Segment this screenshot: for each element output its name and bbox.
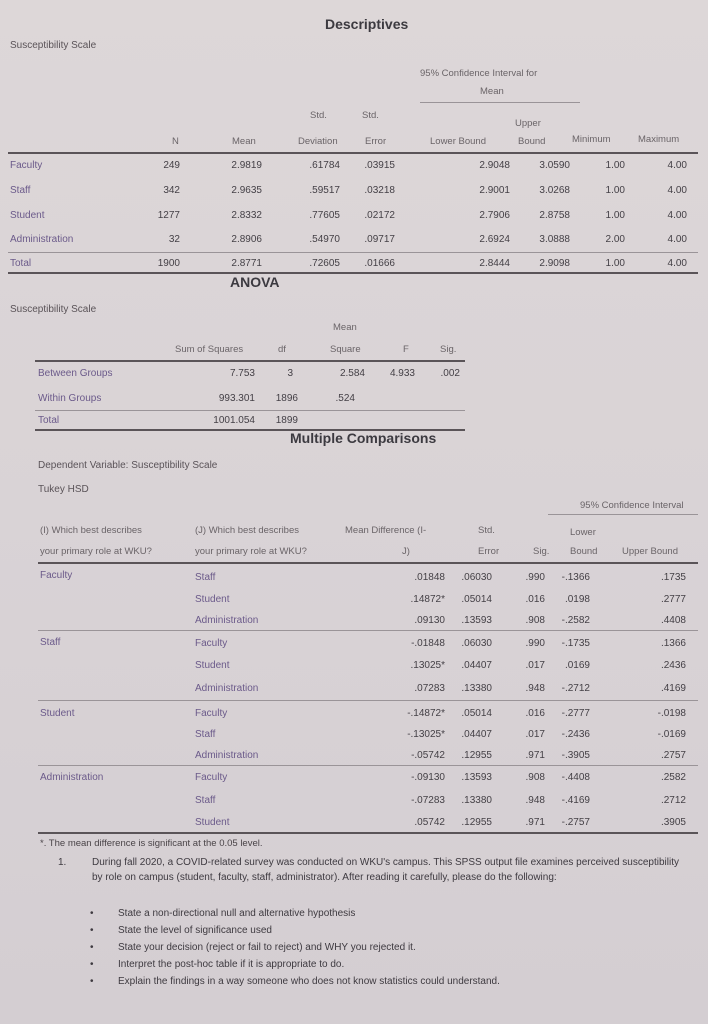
desc-row-label: Total: [10, 258, 32, 269]
mc-se: .13380: [461, 795, 492, 806]
mc-upper: .2757: [660, 750, 686, 761]
mc-j-header-2: your primary role at WKU?: [195, 546, 307, 557]
mc-ci-header: 95% Confidence Interval: [580, 500, 684, 511]
question-bullet: • State the level of significance used: [118, 923, 688, 938]
descriptives-header-rule: [8, 152, 698, 154]
anova-ss: 993.301: [218, 393, 255, 404]
desc-sd: .72605: [309, 258, 340, 269]
desc-total-rule: [8, 252, 698, 253]
anova-f: 4.933: [389, 368, 415, 379]
mc-j-label: Administration: [195, 683, 259, 694]
question-bullet: • Explain the findings in a way someone who does not know statistics could understand.: [118, 974, 688, 989]
max-header: Maximum: [638, 134, 680, 145]
anova-f-header: F: [403, 344, 409, 355]
mc-md: -.14872*: [407, 708, 445, 719]
upper-header-1: Upper: [515, 118, 541, 129]
desc-sd: .77605: [309, 210, 340, 221]
mean-header: Mean: [232, 136, 256, 147]
mc-j-label: Faculty: [195, 638, 228, 649]
upper-header-2: Bound: [518, 136, 546, 147]
mc-lower-header-1: Lower: [570, 527, 596, 538]
mc-md: .09130: [414, 615, 445, 626]
anova-df: 3: [287, 368, 293, 379]
desc-mean: 2.8771: [231, 258, 262, 269]
desc-lower: 2.7906: [479, 210, 510, 221]
min-header: Minimum: [572, 134, 611, 145]
mc-md: .13025*: [410, 660, 445, 671]
desc-max: 4.00: [667, 185, 687, 196]
desc-sd: .61784: [309, 160, 340, 171]
descriptives-bottom-rule: [8, 272, 698, 274]
mc-group-label: Staff: [40, 637, 61, 648]
mc-se: .06030: [461, 572, 492, 583]
mc-lower-header-2: Bound: [570, 546, 598, 557]
mc-sig: .990: [525, 572, 545, 583]
mc-upper: .2436: [660, 660, 686, 671]
n-header: N: [172, 136, 179, 147]
mc-j-label: Student: [195, 660, 230, 671]
mc-upper: .2777: [660, 594, 686, 605]
anova-df-header: df: [278, 344, 286, 355]
mc-lower: -.1366: [561, 572, 590, 583]
desc-se: .09717: [364, 234, 395, 245]
mc-upper: .1735: [660, 572, 686, 583]
mc-group-rule: [38, 630, 698, 631]
mc-sig: .016: [525, 708, 545, 719]
question-bullet: • State your decision (reject or fail to reject) and WHY you rejected it.: [118, 940, 688, 955]
anova-ss: 7.753: [229, 368, 255, 379]
std-dev-header-2: Deviation: [298, 136, 338, 147]
mc-sig: .017: [525, 729, 545, 740]
mc-lower: -.4408: [561, 772, 590, 783]
mc-upper: .2712: [660, 795, 686, 806]
desc-sd: .54970: [309, 234, 340, 245]
std-dev-header-1: Std.: [310, 110, 327, 121]
desc-row-label: Administration: [10, 234, 74, 245]
mc-lower: -.2436: [561, 729, 590, 740]
mc-i-header-1: (I) Which best describes: [40, 525, 142, 536]
mc-j-label: Staff: [195, 795, 216, 806]
mc-j-label: Faculty: [195, 772, 228, 783]
std-err-header-1: Std.: [362, 110, 379, 121]
mc-upper: .1366: [660, 638, 686, 649]
desc-mean: 2.9819: [231, 160, 262, 171]
desc-n: 249: [163, 160, 180, 171]
mc-upper: .4169: [660, 683, 686, 694]
question-text: During fall 2020, a COVID-related survey was conducted on WKU's campus. This SPSS output file examines perceived susceptibility by role on campus (student, faculty, staff, administrator). After reading it carefully, please do the following:: [92, 857, 679, 883]
mc-footnote: *. The mean difference is significant at the 0.05 level.: [40, 838, 263, 849]
mc-ci-rule: [548, 514, 698, 515]
mc-upper: .4408: [660, 615, 686, 626]
mc-se: .13593: [461, 772, 492, 783]
anova-ss-header: Sum of Squares: [175, 344, 244, 355]
mc-j-label: Faculty: [195, 708, 228, 719]
ci-header-line2: Mean: [480, 86, 504, 97]
anova-sig-header: Sig.: [440, 344, 457, 355]
ci-header-line1: 95% Confidence Interval for: [420, 68, 538, 79]
desc-row-label: Student: [10, 210, 45, 221]
desc-lower: 2.9048: [479, 160, 510, 171]
mc-md: .14872*: [410, 594, 445, 605]
mc-group-rule: [38, 765, 698, 766]
mc-upper: .3905: [660, 817, 686, 828]
mc-sig-header: Sig.: [533, 546, 550, 557]
mc-bottom-rule: [38, 832, 698, 834]
mc-upper-header: Upper Bound: [622, 546, 678, 557]
descriptives-scale-label: Susceptibility Scale: [10, 40, 97, 51]
anova-total-rule: [35, 410, 465, 411]
mc-j-header-1: (J) Which best describes: [195, 525, 300, 536]
mc-lower: -.2582: [561, 615, 590, 626]
desc-min: 2.00: [605, 234, 625, 245]
mc-se: .04407: [461, 660, 492, 671]
mc-sig: .971: [525, 750, 545, 761]
mc-j-label: Student: [195, 594, 230, 605]
question-bullet: • Interpret the post-hoc table if it is appropriate to do.: [118, 957, 688, 972]
anova-df: 1896: [275, 393, 298, 404]
mc-lower: -.3905: [561, 750, 590, 761]
desc-min: 1.00: [605, 258, 625, 269]
anova-row-label: Within Groups: [38, 393, 102, 404]
desc-mean: 2.9635: [231, 185, 262, 196]
mc-lower: -.2712: [561, 683, 590, 694]
anova-sig: .002: [440, 368, 460, 379]
mc-j-label: Staff: [195, 572, 216, 583]
desc-upper: 3.0268: [539, 185, 570, 196]
mc-sig: .948: [525, 683, 545, 694]
mc-sig: .016: [525, 594, 545, 605]
mc-se-header-2: Error: [478, 546, 500, 557]
desc-max: 4.00: [667, 160, 687, 171]
mc-j-label: Staff: [195, 729, 216, 740]
mc-se-header-1: Std.: [478, 525, 495, 536]
mc-md: -.05742: [411, 750, 445, 761]
anova-df: 1899: [275, 415, 298, 426]
mc-i-header-2: your primary role at WKU?: [40, 546, 152, 557]
mc-se: .12955: [461, 750, 492, 761]
mc-group-rule: [38, 700, 698, 701]
mc-title: Multiple Comparisons: [290, 430, 437, 446]
descriptives-title: Descriptives: [325, 16, 409, 32]
mc-j-label: Administration: [195, 615, 259, 626]
desc-min: 1.00: [605, 160, 625, 171]
mc-lower: .0198: [564, 594, 590, 605]
mc-se: .06030: [461, 638, 492, 649]
mc-sig: .948: [525, 795, 545, 806]
anova-ms: .524: [335, 393, 355, 404]
desc-max: 4.00: [667, 234, 687, 245]
desc-max: 4.00: [667, 210, 687, 221]
mc-se: .05014: [461, 594, 492, 605]
mc-md: -.01848: [411, 638, 445, 649]
desc-se: .03915: [364, 160, 395, 171]
mc-md: -.09130: [411, 772, 445, 783]
anova-ms-header-1: Mean: [333, 322, 357, 333]
mc-sig: .017: [525, 660, 545, 671]
mc-md-header-1: Mean Difference (I-: [345, 525, 427, 536]
question-number: 1.: [58, 857, 67, 868]
mc-dependent-variable: Dependent Variable: Susceptibility Scale: [38, 460, 218, 471]
mc-md: .05742: [414, 817, 445, 828]
mc-se: .12955: [461, 817, 492, 828]
mc-lower: -.2757: [561, 817, 590, 828]
mc-upper: -.0198: [657, 708, 686, 719]
desc-se: .02172: [364, 210, 395, 221]
mc-group-label: Faculty: [40, 570, 73, 581]
anova-scale-label: Susceptibility Scale: [10, 304, 97, 315]
mc-se: .05014: [461, 708, 492, 719]
anova-title: ANOVA: [230, 274, 280, 290]
mc-lower: -.1735: [561, 638, 590, 649]
mc-j-label: Administration: [195, 750, 259, 761]
anova-ms: 2.584: [339, 368, 365, 379]
desc-se: .03218: [364, 185, 395, 196]
mc-header-rule: [38, 562, 698, 564]
question-bullet: • State a non-directional null and alternative hypothesis: [118, 906, 688, 921]
desc-mean: 2.8332: [231, 210, 262, 221]
anova-header-rule: [35, 360, 465, 362]
mc-group-label: Administration: [40, 772, 104, 783]
mc-lower: -.2777: [561, 708, 590, 719]
ci-header-rule: [420, 102, 580, 103]
desc-n: 32: [168, 234, 180, 245]
mc-sig: .990: [525, 638, 545, 649]
mc-sig: .908: [525, 615, 545, 626]
desc-mean: 2.8906: [231, 234, 262, 245]
mc-se: .04407: [461, 729, 492, 740]
desc-upper: 2.9098: [539, 258, 570, 269]
desc-max: 4.00: [667, 258, 687, 269]
mc-md-header-2: J): [402, 546, 410, 557]
mc-method: Tukey HSD: [38, 484, 89, 495]
mc-j-label: Student: [195, 817, 230, 828]
mc-md: .07283: [414, 683, 445, 694]
lower-bound-header: Lower Bound: [430, 136, 486, 147]
mc-upper: .2582: [660, 772, 686, 783]
desc-lower: 2.6924: [479, 234, 510, 245]
desc-lower: 2.9001: [479, 185, 510, 196]
desc-row-label: Staff: [10, 185, 31, 196]
mc-sig: .908: [525, 772, 545, 783]
mc-sig: .971: [525, 817, 545, 828]
desc-upper: 2.8758: [539, 210, 570, 221]
anova-ss: 1001.054: [213, 415, 255, 426]
desc-n: 1900: [157, 258, 180, 269]
desc-n: 1277: [157, 210, 180, 221]
mc-group-label: Student: [40, 708, 75, 719]
desc-se: .01666: [364, 258, 395, 269]
mc-lower: -.4169: [561, 795, 590, 806]
mc-md: -.13025*: [407, 729, 445, 740]
anova-row-label: Between Groups: [38, 368, 113, 379]
desc-min: 1.00: [605, 185, 625, 196]
desc-row-label: Faculty: [10, 160, 43, 171]
mc-upper: -.0169: [657, 729, 686, 740]
anova-row-label: Total: [38, 415, 60, 426]
mc-se: .13593: [461, 615, 492, 626]
desc-upper: 3.0888: [539, 234, 570, 245]
mc-se: .13380: [461, 683, 492, 694]
anova-ms-header-2: Square: [330, 344, 361, 355]
desc-lower: 2.8444: [479, 258, 510, 269]
desc-sd: .59517: [309, 185, 340, 196]
mc-lower: .0169: [564, 660, 590, 671]
desc-n: 342: [163, 185, 180, 196]
std-err-header-2: Error: [365, 136, 387, 147]
desc-min: 1.00: [605, 210, 625, 221]
desc-upper: 3.0590: [539, 160, 570, 171]
mc-md: .01848: [414, 572, 445, 583]
mc-md: -.07283: [411, 795, 445, 806]
